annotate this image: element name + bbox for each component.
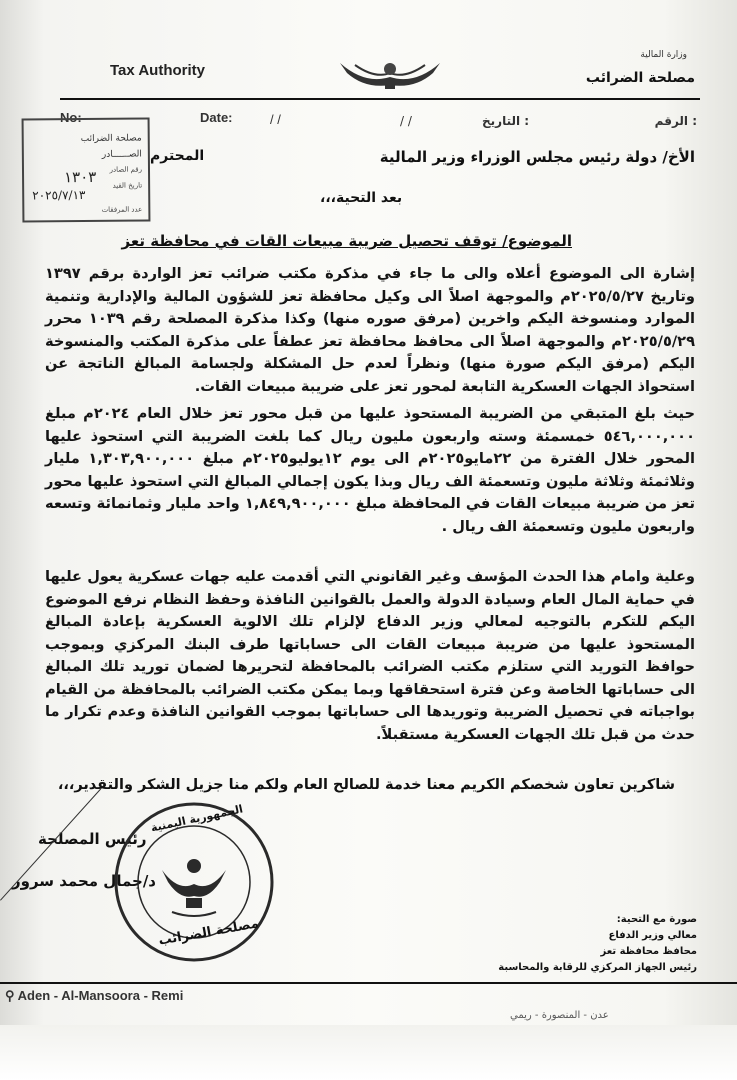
- footer-address-ar: عدن - المنصورة - ريمي: [510, 1010, 609, 1021]
- ref-date-slashes-ar: / /: [400, 114, 412, 128]
- stamp-attach-label: عدد المرفقات: [101, 205, 143, 214]
- footer-address-text: Aden - Al-Mansoora - Remi: [17, 988, 184, 1003]
- footer-rule: [0, 982, 737, 984]
- cc-heading: صورة مع التحية:: [616, 914, 697, 925]
- signatory-title: رئيس المصلحة: [38, 830, 147, 848]
- cc-item: رئيس الجهاز المركزي للرقابة والمحاسبة: [498, 962, 697, 973]
- eagle-emblem-icon: [335, 55, 445, 93]
- ref-date-slashes: / /: [270, 112, 281, 127]
- incoming-stamp: [22, 117, 151, 222]
- stamp-authority: مصلحة الضرائب: [80, 133, 142, 145]
- honorific: المحترم: [150, 148, 205, 164]
- seal-bottom-text: مصلحة الضرائب: [157, 916, 260, 949]
- stamp-number-label: رقم الصادر: [109, 165, 143, 174]
- subject-line: الموضوع/ توقف تحصيل ضريبة مبيعات القات في محافظة تعز: [121, 232, 572, 250]
- header-rule: [60, 98, 700, 100]
- stamp-date: ٢٠٢٥/٧/١٣: [32, 188, 86, 203]
- ref-number-label-ar: : الرقم: [654, 114, 697, 128]
- body-paragraph-1: إشارة الى الموضوع أعلاه والى ما جاء في مذكرة مكتب ضرائب تعز الواردة برقم ١٣٩٧ وتاريخ ٢٠٢٥/٥/٢٧م والموجهة اصلاً الى وكيل محافظة تعز للشؤون المالية والإدارية وتنمية الموارد ومنسوخة اليكم واخرين (مرفق صوره منها) وكذا مذكرة المصلحة رقم ١٠٣٩ محرر ٢٠٢٥/٥/٢٩م والموجهة اصلاً الى محافظ محافظة تعز عطفاً على مذكرة المكتب والمنسوخة اليكم (مرفق اليكم صورة منها) ونظراً لعدم حل المشكلة ولجسامة المبالغ الناتجة عن استحواذ الجهات العسكرية التابعة لمحور تعز على ضريبة مبيعات القات.: [45, 265, 695, 395]
- cc-block: [498, 912, 697, 976]
- greeting: بعد التحية،،،: [320, 190, 403, 206]
- org-name-ar: مصلحة الضرائب: [585, 70, 695, 86]
- stamp-date-label: تاريخ القيد: [112, 181, 143, 190]
- cc-item: محافظ محافظة تعز: [600, 946, 697, 957]
- body-paragraph-2: حيث بلغ المتبقي من الضريبة المستحوذ عليها من قبل محور تعز خلال العام ٢٠٢٤م مبلغ ٥٤٦,٠٠٠,٠٠٠ خمسمئة وسته واربعون مليون ريال كما بلغت الضريبة التي استحوذ عليها المحور خلال الفترة من ٢٢مايو٢٠٢٥م الى يوم ١٢يوليو٢٠٢٥م مبلغ ١,٣٠٣,٩٠٠,٠٠٠ مليار وثلاثمئة وثلاثة مليون وتسعمئة الف ريال وبذا يكون إجمالي المبالغ التي استحوذ عليها محور تعز من ضريبة مبيعات القات في المحافظة مبلغ ١,٨٤٩,٩٠٠,٠٠٠ واحد مليار وثمانمائة وتسعه واربعون مليون وتسعمئة الف ريال .: [45, 405, 696, 535]
- ref-no-label: No:: [60, 110, 82, 125]
- ministry-name-ar: وزارة المالية: [640, 50, 687, 60]
- body-paragraph-3: وعلية وامام هذا الحدث المؤسف وغير القانوني التي أقدمت عليه جهات عسكرية يعول عليها في حماية المال العام وسيادة الدولة والعمل بالقوانين النافذة وحفظ النظام نرفع الموضوع اليكم للتكرم بالتوجيه لمعالي وزير الدفاع لإلزام تلك الالوية العسكرية بإعادة المبالغ المستحوذ عليها من ضريبة مبيعات القات الى حساباتها طرف البنك المركزي وبموجب حوافظ التوريد التي ستلزم مكتب الضرائب بالمحافظة لتحريرها لضمان توريد تلك المبالغ الى حساباتها الخاصة وعن فترة استحقاقها وبما يمكن مكتب الضرائب بالمحافظة من القيام بواجباته في تحصيل الضريبة وتوريدها الى حساباتها بموجب القوانين النافذة وعدم تكرار ما حدث من قبل تلك الجهات العسكرية مستقبلاً.: [45, 568, 695, 743]
- location-pin-icon: ⚲: [5, 988, 15, 1003]
- closing-line: شاكرين تعاون شخصكم الكريم معنا خدمة للصالح العام ولكم منا جزيل الشكر والتقدير،،،: [57, 777, 675, 793]
- stamp-outgoing: الصــــــادر: [101, 149, 142, 160]
- signatory-name: د/جمال محمد سرور: [12, 872, 156, 890]
- seal-top-text: الجمهورية اليمنية: [149, 802, 245, 835]
- stamp-number: ١٣٠٣: [63, 167, 97, 187]
- footer-address-en: [5, 988, 183, 1004]
- recipient: الأخ/ دولة رئيس مجلس الوزراء وزير المالية: [379, 148, 695, 166]
- ref-date-label: Date:: [200, 110, 233, 125]
- cc-item: معالي وزير الدفاع: [608, 930, 697, 941]
- org-name-en: Tax Authority: [110, 62, 206, 79]
- page-bottom-margin: [0, 1025, 737, 1080]
- ref-date-label-ar: : التاريخ: [482, 114, 530, 128]
